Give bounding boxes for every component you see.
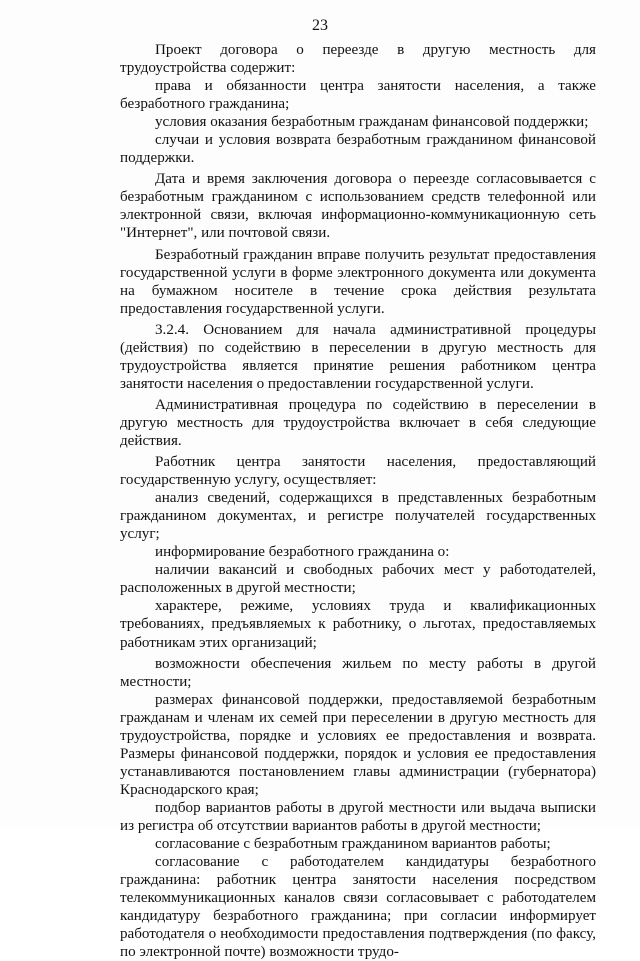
paragraph: условия оказания безработным гражданам финансовой поддержки; — [155, 114, 589, 131]
paragraph: Работник центра занятости населения, предоставляющий государственную услугу, осуществляет: — [120, 454, 596, 489]
paragraph: Безработный гражданин вправе получить результат предоставления государственной услуги в форме электронного документа или документа на бумажном носителе в течение срока действия результата предоставления государственной услуги. — [120, 246, 596, 317]
paragraph: характере, режиме, условиях труда и квалификационных требованиях, предъявляемых к работнику, о льготах, предоставляемых работникам этих организаций; — [120, 598, 596, 651]
paragraph: согласование с безработным гражданином вариантов работы; — [155, 836, 551, 853]
paragraph: права и обязанности центра занятости населения, а также безработного гражданина; — [120, 78, 596, 113]
paragraph: случаи и условия возврата безработным гражданином финансовой поддержки. — [120, 132, 596, 167]
paragraph: информирование безработного гражданина о: — [155, 544, 450, 561]
paragraph: возможности обеспечения жильем по месту работы в другой местности; — [120, 655, 596, 690]
paragraph: согласование с работодателем кандидатуры безработного гражданина: работник центра занятости населения посредством телекоммуникационных каналов связи согласовывает с работодателем кандидатуру безработного гражданина; при согласии информирует работодателя о необходимости предоставления подтверждения (по факсу, по электронной почте) возможности трудо- — [120, 854, 596, 961]
paragraph: 3.2.4. Основанием для начала административной процедуры (действия) по содействию в переселении в другую местность для трудоустройства является принятие решения работником центра занятости населения о предоставлении государственной услуги. — [120, 321, 596, 392]
body-text — [120, 41, 596, 961]
page-number: 23 — [312, 17, 328, 34]
paragraph: анализ сведений, содержащихся в представленных безработным гражданином документах, и регистре получателей государственных услуг; — [120, 490, 596, 543]
paragraph: Дата и время заключения договора о переезде согласовывается с безработным гражданином с использованием средств телефонной или электронной связи, включая информационно-коммуникационную сеть "Интернет", или почтовой связи. — [120, 171, 596, 242]
paragraph: наличии вакансий и свободных рабочих мест у работодателей, расположенных в другой местности; — [120, 562, 596, 597]
paragraph: Административная процедура по содействию в переселении в другую местность для трудоустройства включает в себя следующие действия. — [120, 396, 596, 449]
paragraph: Проект договора о переезде в другую местность для трудоустройства содержит: — [120, 42, 596, 77]
paragraph: размерах финансовой поддержки, предоставляемой безработным гражданам и членам их семей при переселении в другую местность для трудоустройства, порядке и условиях ее предоставления и возврата. Размеры финансовой поддержки, порядок и условия ее предоставления устанавливаются постановлением главы администрации (губернатора) Краснодарского края; — [120, 691, 596, 798]
paragraph: подбор вариантов работы в другой местности или выдача выписки из регистра об отсутствии вариантов работы в другой местности; — [120, 799, 596, 834]
